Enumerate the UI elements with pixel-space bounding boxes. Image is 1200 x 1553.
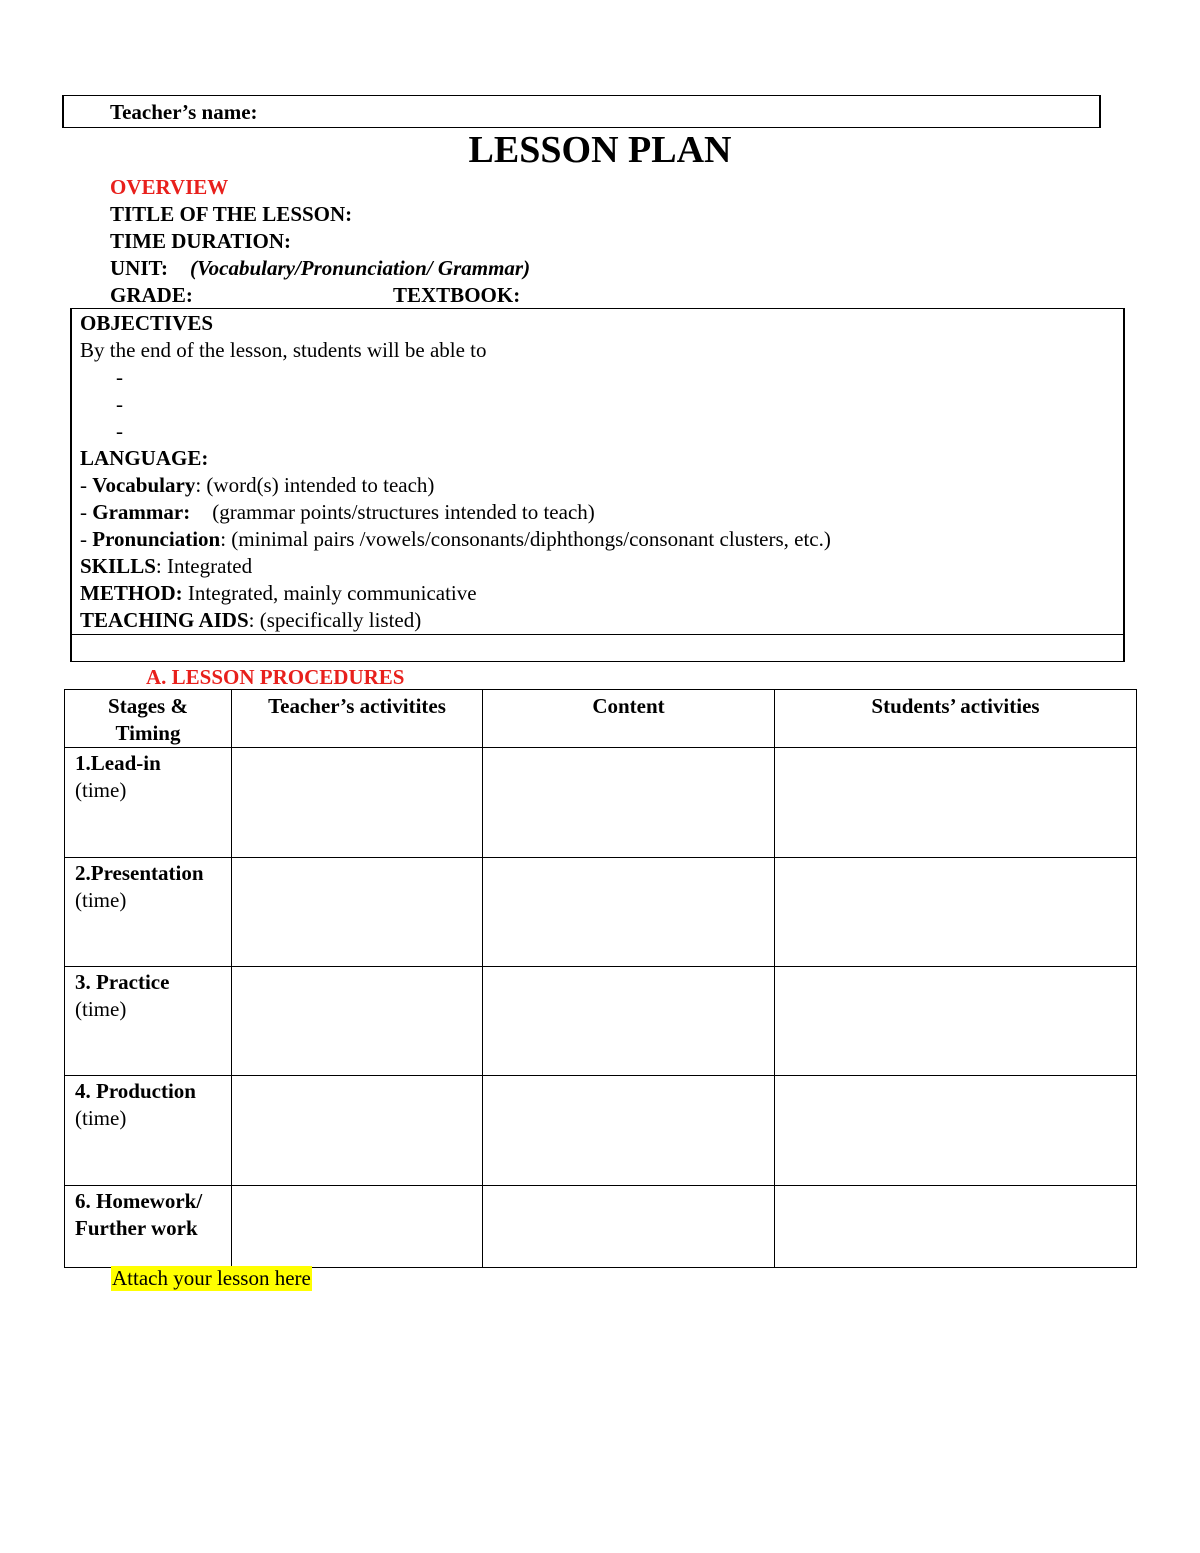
stage-cell	[65, 1076, 232, 1186]
column-header-students-activities: Students’ activities	[775, 690, 1137, 748]
table-header-row	[65, 690, 1137, 748]
grammar-line	[80, 500, 595, 525]
time-duration-label: TIME DURATION:	[110, 229, 292, 253]
column-header-stages: Stages & Timing	[65, 690, 232, 748]
attach-lesson-note: Attach your lesson here	[112, 1266, 311, 1290]
skills-line	[80, 554, 252, 579]
table-row	[65, 748, 1137, 858]
unit-line	[110, 256, 530, 281]
students-activities-cell[interactable]	[775, 858, 1137, 967]
method-text: Integrated, mainly communicative	[182, 581, 477, 605]
procedures-table	[64, 689, 1137, 1268]
vocabulary-line	[80, 473, 434, 498]
objective-bullet-1: -	[116, 365, 123, 389]
table-row	[65, 858, 1137, 967]
stage-time: (time)	[75, 778, 127, 802]
textbook-label: TEXTBOOK:	[393, 283, 521, 307]
pronunciation-text: : (minimal pairs /vowels/consonants/diphthongs/consonant clusters, etc.)	[220, 527, 831, 551]
teacher-activities-cell[interactable]	[232, 1186, 483, 1268]
teaching-aids-text: : (specifically listed)	[248, 608, 422, 632]
column-header-content: Content	[483, 690, 775, 748]
grammar-label: Grammar:	[92, 500, 191, 524]
stage-name: 1.Lead-in	[75, 751, 161, 775]
teacher-activities-cell[interactable]	[232, 1076, 483, 1186]
dash: -	[80, 527, 87, 551]
dash: -	[80, 500, 87, 524]
skills-text: : Integrated	[155, 554, 253, 578]
content-cell[interactable]	[483, 748, 775, 858]
vocabulary-text: : (word(s) intended to teach)	[195, 473, 435, 497]
content-cell[interactable]	[483, 1076, 775, 1186]
dash: -	[80, 473, 87, 497]
teacher-activities-cell[interactable]	[232, 967, 483, 1076]
method-label: METHOD:	[80, 581, 183, 605]
method-line	[80, 581, 477, 606]
students-activities-cell[interactable]	[775, 748, 1137, 858]
students-activities-cell[interactable]	[775, 1076, 1137, 1186]
teaching-aids-line	[80, 608, 421, 633]
grade-label: GRADE:	[110, 283, 193, 307]
language-heading: LANGUAGE:	[80, 446, 209, 470]
content-cell[interactable]	[483, 967, 775, 1076]
table-row	[65, 1076, 1137, 1186]
table-row	[65, 1186, 1137, 1268]
stage-time: (time)	[75, 888, 127, 912]
grammar-text: (grammar points/structures intended to teach)	[212, 500, 595, 524]
teacher-name-label: Teacher’s name:	[110, 100, 258, 124]
vocabulary-label: Vocabulary	[92, 473, 196, 497]
objectives-heading: OBJECTIVES	[80, 311, 214, 335]
teaching-aids-label: TEACHING AIDS	[80, 608, 249, 632]
stage-name: 3. Practice	[75, 970, 170, 994]
objective-bullet-2: -	[116, 392, 123, 416]
stage-time: (time)	[75, 1106, 127, 1130]
pronunciation-label: Pronunciation	[92, 527, 221, 551]
table-row	[65, 967, 1137, 1076]
stage-cell	[65, 748, 232, 858]
unit-note: (Vocabulary/Pronunciation/ Grammar)	[189, 256, 531, 280]
teacher-activities-cell[interactable]	[232, 748, 483, 858]
content-cell[interactable]	[483, 1186, 775, 1268]
lesson-title-label: TITLE OF THE LESSON:	[110, 202, 353, 226]
content-cell[interactable]	[483, 858, 775, 967]
skills-label: SKILLS	[80, 554, 156, 578]
overview-heading: OVERVIEW	[110, 175, 229, 199]
pronunciation-line	[80, 527, 831, 552]
stage-name: 6. Homework/ Further work	[75, 1189, 203, 1240]
stage-name: 2.Presentation	[75, 861, 204, 885]
unit-label: UNIT:	[110, 256, 168, 280]
stage-cell	[65, 1186, 232, 1268]
stage-cell	[65, 858, 232, 967]
procedures-heading: A. LESSON PROCEDURES	[146, 665, 405, 689]
teacher-activities-cell[interactable]	[232, 858, 483, 967]
stage-name: 4. Production	[75, 1079, 196, 1103]
stage-cell	[65, 967, 232, 1076]
objective-bullet-3: -	[116, 419, 123, 443]
stage-time: (time)	[75, 997, 127, 1021]
students-activities-cell[interactable]	[775, 1186, 1137, 1268]
students-activities-cell[interactable]	[775, 967, 1137, 1076]
objectives-divider	[70, 634, 1125, 635]
column-header-teacher-activities: Teacher’s activitites	[232, 690, 483, 748]
objectives-intro: By the end of the lesson, students will be able to	[80, 338, 487, 362]
page-title: LESSON PLAN	[468, 129, 732, 171]
